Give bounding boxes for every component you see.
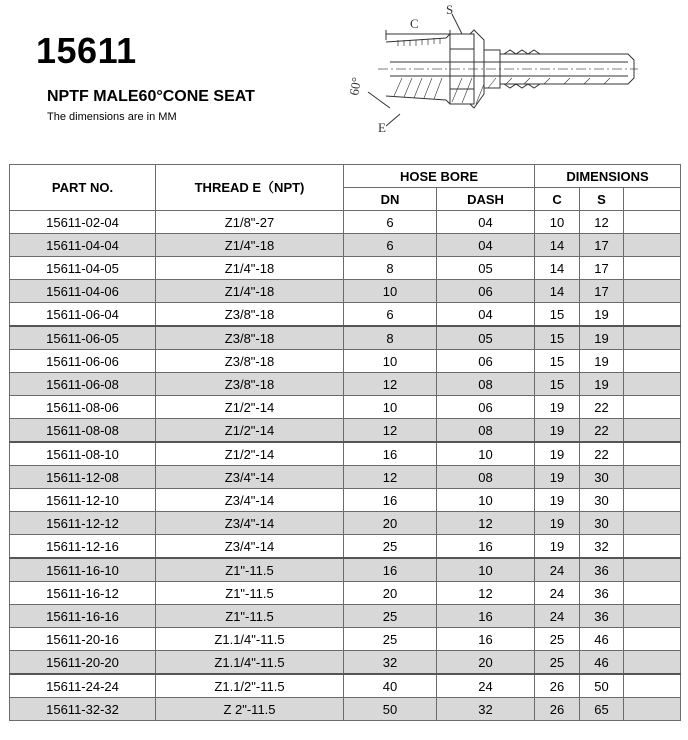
cell-empty [624, 257, 681, 280]
cell-thread: Z1/2"-14 [156, 396, 344, 419]
cell-c: 19 [535, 512, 580, 535]
cell-dash: 05 [437, 326, 535, 350]
cell-s: 12 [580, 211, 624, 234]
dimension-e-leader [386, 114, 400, 126]
cell-part-no: 15611-02-04 [10, 211, 156, 234]
cell-empty [624, 489, 681, 512]
cell-dash: 10 [437, 558, 535, 582]
cell-part-no: 15611-04-04 [10, 234, 156, 257]
cell-dn: 16 [344, 558, 437, 582]
cell-c: 24 [535, 558, 580, 582]
cell-c: 19 [535, 419, 580, 443]
cell-dash: 08 [437, 466, 535, 489]
cell-empty [624, 605, 681, 628]
cell-c: 25 [535, 628, 580, 651]
label-c: C [410, 16, 419, 31]
fitting-technical-drawing [338, 4, 666, 140]
cell-dash: 06 [437, 396, 535, 419]
cell-dn: 8 [344, 326, 437, 350]
cell-empty [624, 442, 681, 466]
cell-part-no: 15611-08-08 [10, 419, 156, 443]
section-hatch [394, 78, 610, 104]
cell-dn: 10 [344, 396, 437, 419]
cell-s: 36 [580, 582, 624, 605]
page-title: 15611 [36, 30, 137, 71]
cell-dash: 16 [437, 605, 535, 628]
table-row [10, 373, 681, 396]
cell-dash: 04 [437, 211, 535, 234]
header-thread: THREAD E（NPT) [156, 165, 344, 211]
cell-s: 17 [580, 280, 624, 303]
cell-s: 46 [580, 628, 624, 651]
cell-empty [624, 419, 681, 443]
cell-part-no: 15611-16-16 [10, 605, 156, 628]
header-s: S [580, 188, 624, 211]
cell-dash: 06 [437, 350, 535, 373]
cell-part-no: 15611-08-06 [10, 396, 156, 419]
cell-empty [624, 535, 681, 559]
cell-s: 17 [580, 257, 624, 280]
cell-thread: Z 2"-11.5 [156, 698, 344, 721]
cell-c: 26 [535, 698, 580, 721]
cell-dash: 20 [437, 651, 535, 675]
cell-c: 15 [535, 373, 580, 396]
cell-s: 32 [580, 535, 624, 559]
cell-part-no: 15611-06-06 [10, 350, 156, 373]
cell-dash: 32 [437, 698, 535, 721]
hose-barbs [504, 50, 540, 54]
cell-dn: 16 [344, 442, 437, 466]
cell-thread: Z1.1/2"-11.5 [156, 674, 344, 698]
cell-part-no: 15611-12-16 [10, 535, 156, 559]
label-angle: 60° [346, 75, 365, 97]
cell-empty [624, 628, 681, 651]
cell-empty [624, 326, 681, 350]
table-row [10, 466, 681, 489]
cell-dn: 8 [344, 257, 437, 280]
cell-s: 19 [580, 326, 624, 350]
cell-part-no: 15611-06-08 [10, 373, 156, 396]
table-row [10, 303, 681, 327]
header-dash: DASH [437, 188, 535, 211]
cell-thread: Z1/4"-18 [156, 234, 344, 257]
cell-empty [624, 373, 681, 396]
cell-empty [624, 211, 681, 234]
cell-dash: 08 [437, 373, 535, 396]
header-hose-bore: HOSE BORE [344, 165, 535, 188]
table-row [10, 512, 681, 535]
table-row [10, 651, 681, 675]
cell-empty [624, 303, 681, 327]
cell-s: 36 [580, 605, 624, 628]
cell-s: 19 [580, 303, 624, 327]
cell-c: 19 [535, 466, 580, 489]
dimension-s-leader [452, 14, 462, 34]
cell-s: 19 [580, 373, 624, 396]
cell-dash: 12 [437, 582, 535, 605]
cell-empty [624, 280, 681, 303]
cell-empty [624, 674, 681, 698]
cell-dash: 10 [437, 489, 535, 512]
cell-dn: 6 [344, 303, 437, 327]
cell-part-no: 15611-20-16 [10, 628, 156, 651]
cell-part-no: 15611-16-10 [10, 558, 156, 582]
cell-s: 36 [580, 558, 624, 582]
cell-empty [624, 396, 681, 419]
table-row [10, 558, 681, 582]
cell-part-no: 15611-06-05 [10, 326, 156, 350]
specification-table [9, 164, 681, 721]
cell-thread: Z1"-11.5 [156, 558, 344, 582]
table-row [10, 535, 681, 559]
label-e: E [378, 120, 386, 135]
cell-dash: 16 [437, 628, 535, 651]
table-row [10, 582, 681, 605]
cell-dn: 6 [344, 211, 437, 234]
cell-dash: 06 [437, 280, 535, 303]
header-c: C [535, 188, 580, 211]
cell-dn: 25 [344, 628, 437, 651]
cell-part-no: 15611-08-10 [10, 442, 156, 466]
cell-c: 24 [535, 605, 580, 628]
cell-thread: Z1/2"-14 [156, 419, 344, 443]
cell-c: 15 [535, 303, 580, 327]
table-row [10, 350, 681, 373]
cell-s: 19 [580, 350, 624, 373]
product-subtitle: NPTF MALE60°CONE SEAT [47, 88, 255, 105]
cell-empty [624, 512, 681, 535]
cell-thread: Z3/8"-18 [156, 350, 344, 373]
table-body [10, 211, 681, 721]
table-row [10, 234, 681, 257]
cell-thread: Z1/8"-27 [156, 211, 344, 234]
cell-part-no: 15611-32-32 [10, 698, 156, 721]
header-empty [624, 188, 681, 211]
cell-dash: 10 [437, 442, 535, 466]
header-dn: DN [344, 188, 437, 211]
cell-part-no: 15611-20-20 [10, 651, 156, 675]
cell-s: 30 [580, 466, 624, 489]
cell-dn: 12 [344, 466, 437, 489]
cell-empty [624, 558, 681, 582]
cell-s: 50 [580, 674, 624, 698]
table-row [10, 211, 681, 234]
cell-part-no: 15611-12-12 [10, 512, 156, 535]
angle-leader [368, 92, 390, 108]
cell-part-no: 15611-16-12 [10, 582, 156, 605]
cell-c: 14 [535, 257, 580, 280]
cell-c: 10 [535, 211, 580, 234]
cell-thread: Z1"-11.5 [156, 582, 344, 605]
cell-dn: 12 [344, 419, 437, 443]
cell-s: 30 [580, 512, 624, 535]
cell-thread: Z3/4"-14 [156, 535, 344, 559]
cell-empty [624, 466, 681, 489]
header-dimensions: DIMENSIONS [535, 165, 681, 188]
cell-s: 30 [580, 489, 624, 512]
cell-thread: Z1.1/4"-11.5 [156, 628, 344, 651]
cell-thread: Z3/8"-18 [156, 373, 344, 396]
table-row [10, 280, 681, 303]
cell-empty [624, 234, 681, 257]
table-row [10, 326, 681, 350]
cell-dn: 25 [344, 605, 437, 628]
cell-c: 19 [535, 396, 580, 419]
cell-s: 46 [580, 651, 624, 675]
cell-thread: Z3/8"-18 [156, 303, 344, 327]
cell-part-no: 15611-24-24 [10, 674, 156, 698]
cell-dn: 12 [344, 373, 437, 396]
cell-c: 19 [535, 535, 580, 559]
cell-dn: 6 [344, 234, 437, 257]
cell-s: 22 [580, 442, 624, 466]
cell-dash: 08 [437, 419, 535, 443]
cell-dn: 40 [344, 674, 437, 698]
cell-thread: Z3/4"-14 [156, 489, 344, 512]
cell-dash: 12 [437, 512, 535, 535]
cell-thread: Z1/4"-18 [156, 280, 344, 303]
cell-c: 25 [535, 651, 580, 675]
table-row [10, 396, 681, 419]
table-row [10, 442, 681, 466]
cell-dash: 05 [437, 257, 535, 280]
cell-c: 19 [535, 489, 580, 512]
cell-dash: 04 [437, 234, 535, 257]
cell-thread: Z3/4"-14 [156, 512, 344, 535]
cell-dn: 10 [344, 350, 437, 373]
cell-dn: 16 [344, 489, 437, 512]
cell-c: 24 [535, 582, 580, 605]
cell-thread: Z1"-11.5 [156, 605, 344, 628]
cell-part-no: 15611-12-08 [10, 466, 156, 489]
cell-dn: 20 [344, 512, 437, 535]
cell-thread: Z1.1/4"-11.5 [156, 651, 344, 675]
cell-part-no: 15611-12-10 [10, 489, 156, 512]
units-note: The dimensions are in MM [47, 111, 177, 123]
cell-c: 14 [535, 280, 580, 303]
table-row [10, 674, 681, 698]
table-row [10, 257, 681, 280]
cell-part-no: 15611-04-05 [10, 257, 156, 280]
cell-dash: 16 [437, 535, 535, 559]
cell-dn: 32 [344, 651, 437, 675]
cell-thread: Z1/4"-18 [156, 257, 344, 280]
cell-s: 65 [580, 698, 624, 721]
cell-c: 15 [535, 326, 580, 350]
cell-dn: 25 [344, 535, 437, 559]
table-row [10, 628, 681, 651]
cell-part-no: 15611-06-04 [10, 303, 156, 327]
cell-s: 22 [580, 396, 624, 419]
cell-thread: Z3/4"-14 [156, 466, 344, 489]
cell-empty [624, 698, 681, 721]
cell-c: 26 [535, 674, 580, 698]
cell-c: 15 [535, 350, 580, 373]
cell-dash: 24 [437, 674, 535, 698]
cell-empty [624, 651, 681, 675]
cell-empty [624, 350, 681, 373]
cell-thread: Z1/2"-14 [156, 442, 344, 466]
cell-s: 17 [580, 234, 624, 257]
cell-thread: Z3/8"-18 [156, 326, 344, 350]
header-part-no: PART NO. [10, 165, 156, 211]
table-row [10, 419, 681, 443]
thread-lines [398, 38, 440, 46]
cell-part-no: 15611-04-06 [10, 280, 156, 303]
cell-c: 19 [535, 442, 580, 466]
cell-dn: 20 [344, 582, 437, 605]
cell-dn: 10 [344, 280, 437, 303]
table-row [10, 698, 681, 721]
cell-s: 22 [580, 419, 624, 443]
cell-dash: 04 [437, 303, 535, 327]
label-s: S [446, 4, 454, 17]
table-row [10, 489, 681, 512]
cell-empty [624, 582, 681, 605]
cell-c: 14 [535, 234, 580, 257]
cell-dn: 50 [344, 698, 437, 721]
table-row [10, 605, 681, 628]
